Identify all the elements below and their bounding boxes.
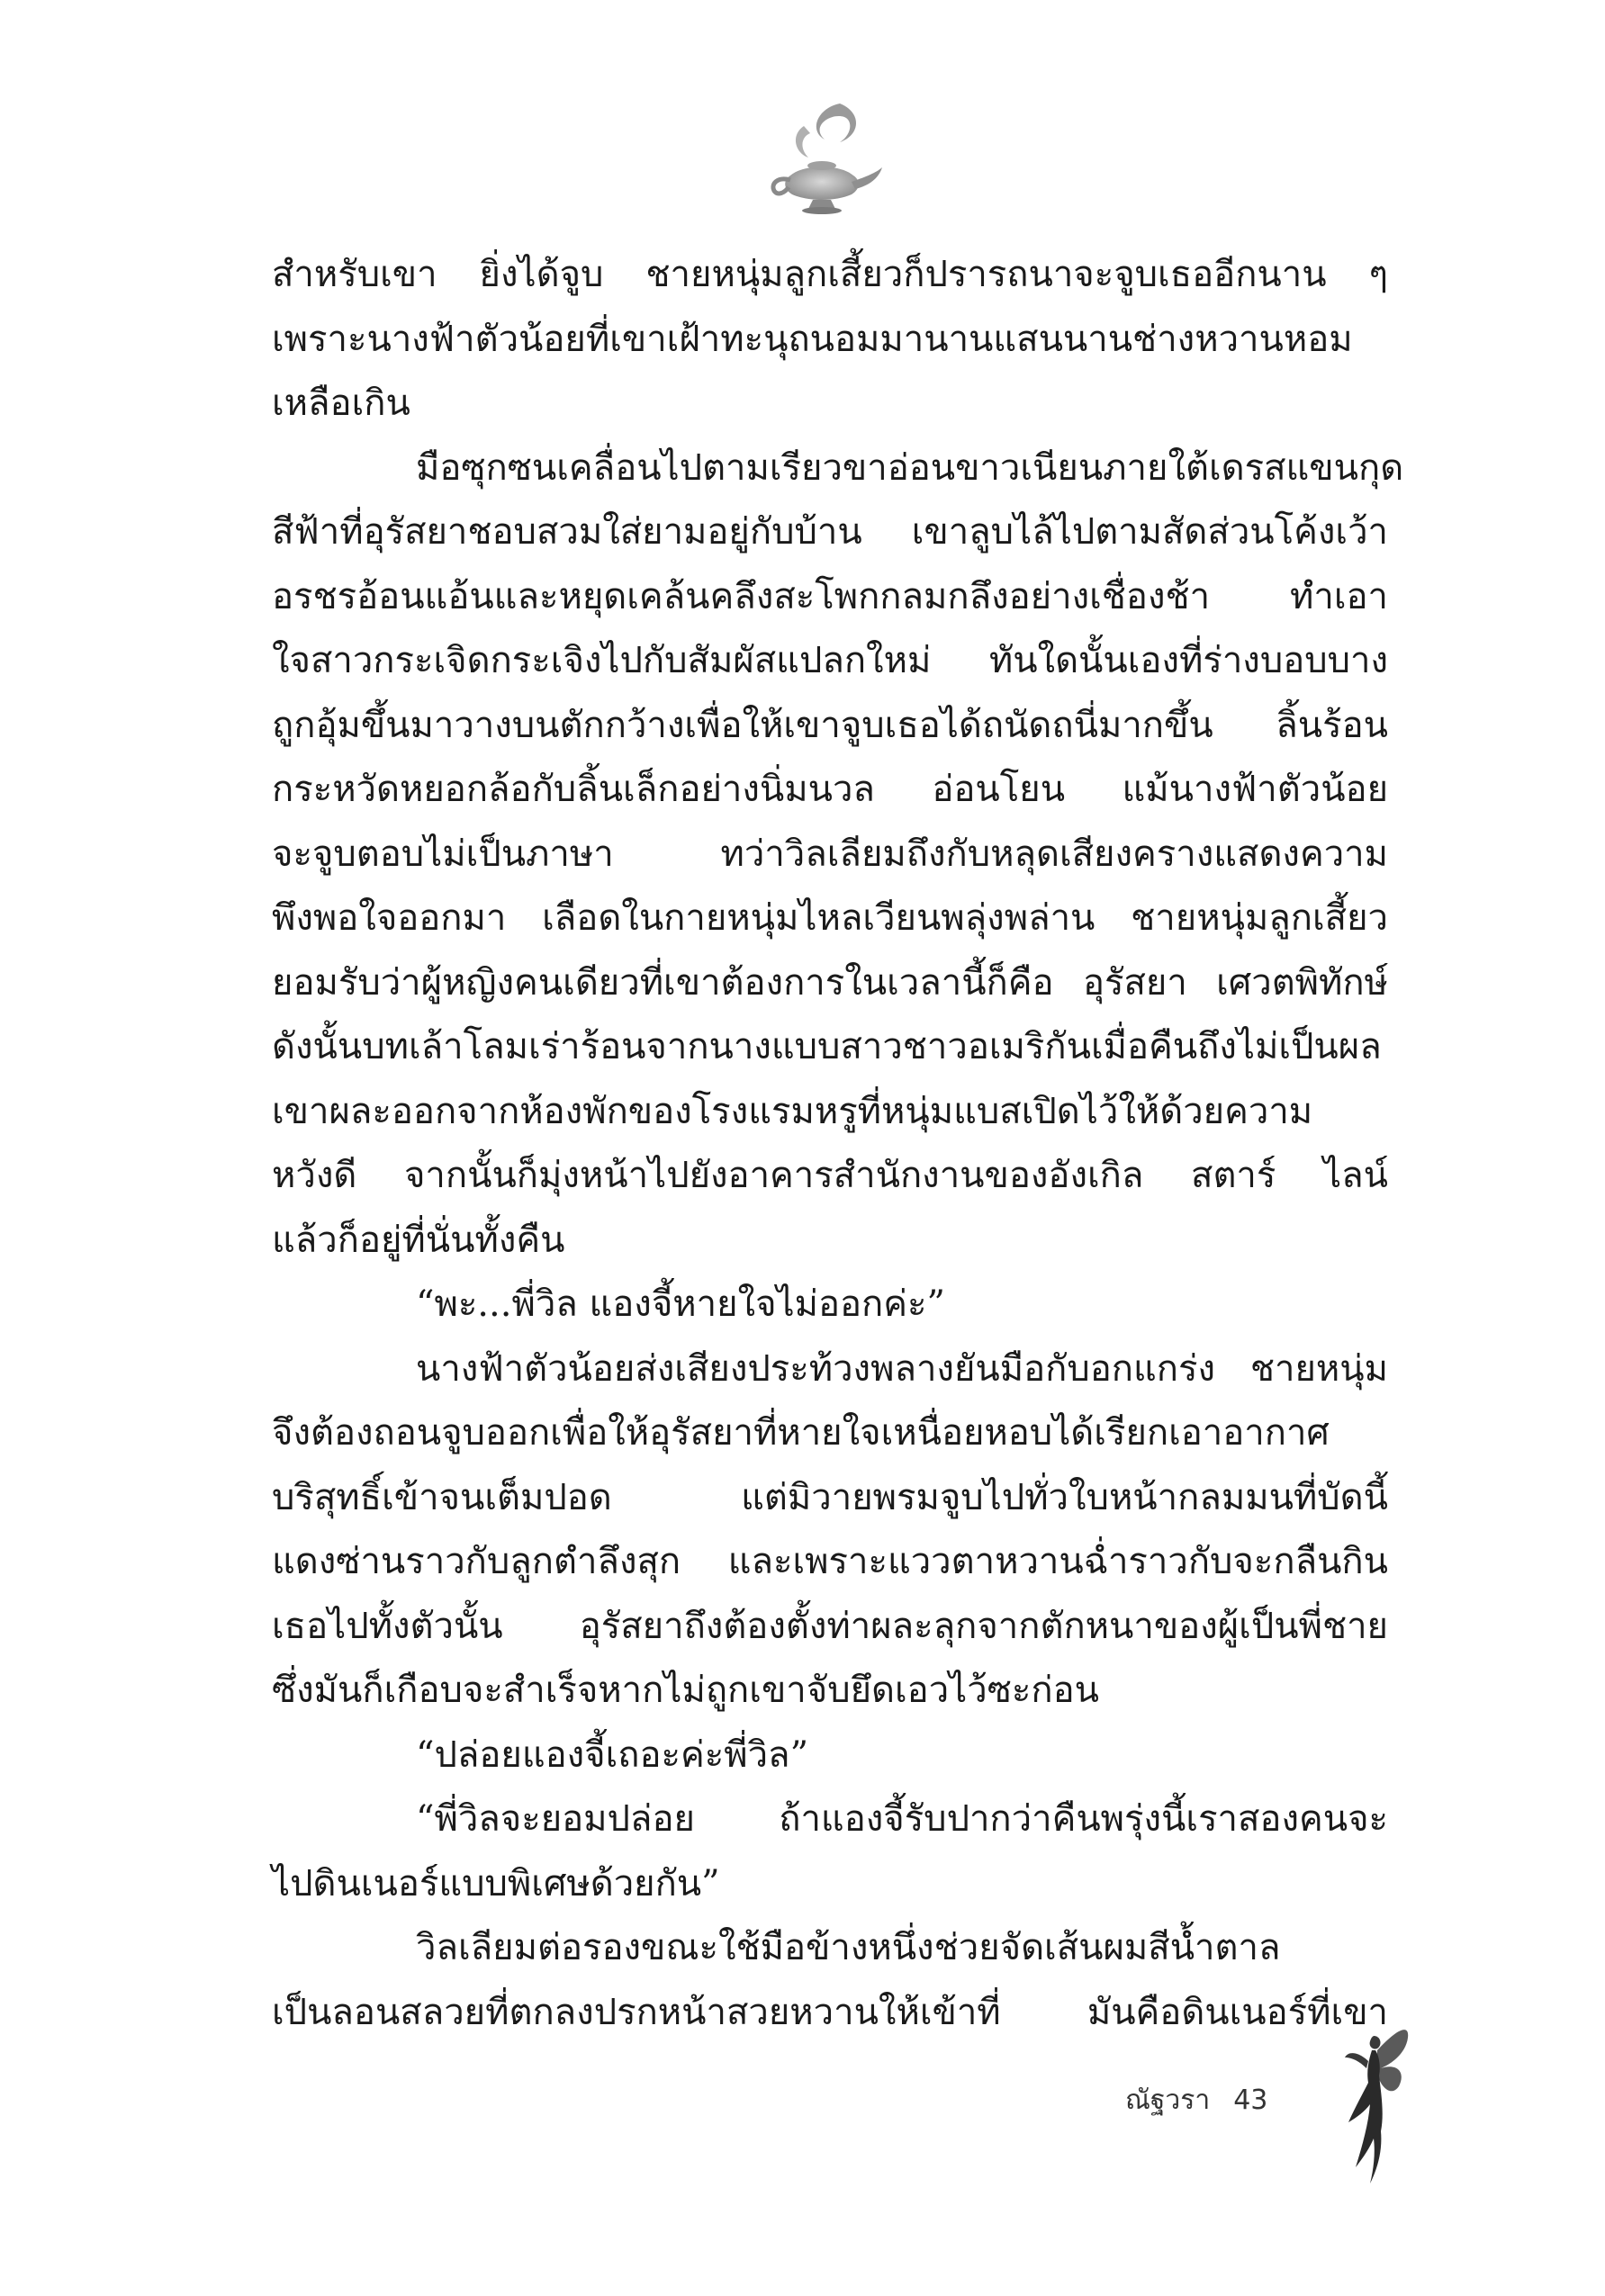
text-line: เธอไปทั้งตัวนั้น อุรัสยาถึงต้องตั้งท่าผละลุกจากตักหนาของผู้เป็นพี่ชาย bbox=[272, 1605, 1388, 1647]
text-line: แดงซ่านราวกับลูกตำลึงสุก และเพราะแววตาหวานฉ่ำราวกับจะกลืนกิน bbox=[272, 1541, 1388, 1582]
text-line: ยอมรับว่าผู้หญิงคนเดียวที่เขาต้องการในเวลานี้ก็คือ อุรัสยา เศวตพิทักษ์ bbox=[272, 961, 1388, 1004]
text-line: เหลือเกิน bbox=[272, 383, 410, 424]
text-line: เพราะนางฟ้าตัวน้อยที่เขาเฝ้าทะนุถนอมมานานแสนนานช่างหวานหอม bbox=[272, 318, 1353, 360]
magic-lamp-icon bbox=[754, 90, 889, 225]
text-line: แล้วก็อยู่ที่นั่นทั้งคืน bbox=[272, 1219, 565, 1261]
text-line: ซึ่งมันก็เกือบจะสำเร็จหากไม่ถูกเขาจับยึดเอวไว้ซะก่อน bbox=[272, 1670, 1099, 1711]
text-line: จะจูบตอบไม่เป็นภาษา ทว่าวิลเลียมถึงกับหลุดเสียงครางแสดงความ bbox=[272, 833, 1388, 875]
text-line: สีฟ้าที่อุรัสยาชอบสวมใส่ยามอยู่กับบ้าน เขาลูบไล้ไปตามสัดส่วนโค้งเว้า bbox=[272, 511, 1388, 553]
text-line: ใจสาวกระเจิดกระเจิงไปกับสัมผัสแปลกใหม่ ทันใดนั้นเองที่ร่างบอบบาง bbox=[272, 640, 1388, 681]
text-line: “พี่วิลจะยอมปล่อย ถ้าแองจี้รับปากว่าคืนพรุ่งนี้เราสองคนจะ bbox=[416, 1798, 1388, 1840]
text-line: อรชรอ้อนแอ้นและหยุดเคล้นคลึงสะโพกกลมกลึงอย่างเชื่องช้า ทำเอา bbox=[272, 575, 1388, 617]
text-line: “พะ...พี่วิล แองจี้หายใจไม่ออกค่ะ” bbox=[416, 1283, 945, 1325]
text-line: สำหรับเขา ยิ่งได้จูบ ชายหนุ่มลูกเสี้ยวก็ปรารถนาจะจูบเธออีกนาน ๆ bbox=[272, 254, 1388, 295]
text-line: วิลเลียมต่อรองขณะใช้มือข้างหนึ่งช่วยจัดเส้นผมสีน้ำตาล bbox=[416, 1927, 1281, 1968]
text-line: กระหวัดหยอกล้อกับลิ้นเล็กอย่างนิ่มนวล อ่อนโยน แม้นางฟ้าตัวน้อย bbox=[272, 769, 1388, 810]
text-line: เป็นลอนสลวยที่ตกลงปรกหน้าสวยหวานให้เข้าที่ มันคือดินเนอร์ที่เขา bbox=[272, 1991, 1388, 2033]
text-line: มือซุกซนเคลื่อนไปตามเรียวขาอ่อนขาวเนียนภายใต้เดรสแขนกุด bbox=[416, 446, 1404, 489]
text-line: หวังดี จากนั้นก็มุ่งหน้าไปยังอาคารสำนักงานของอังเกิล สตาร์ ไลน์ bbox=[272, 1155, 1388, 1196]
text-line: นางฟ้าตัวน้อยส่งเสียงประท้วงพลางยันมือกับอกแกร่ง ชายหนุ่ม bbox=[416, 1347, 1388, 1390]
author-name: ณัฐวรา bbox=[1125, 2084, 1211, 2116]
text-line: ไปดินเนอร์แบบพิเศษด้วยกัน” bbox=[272, 1862, 720, 1904]
text-line: เขาผละออกจากห้องพักของโรงแรมหรูที่หนุ่มแบสเปิดไว้ให้ด้วยความ bbox=[272, 1090, 1313, 1132]
fairy-silhouette-icon bbox=[1321, 2016, 1411, 2187]
text-line: พึงพอใจออกมา เลือดในกายหนุ่มไหลเวียนพลุ่งพล่าน ชายหนุ่มลูกเสี้ยว bbox=[272, 897, 1388, 939]
text-line: จึงต้องถอนจูบออกเพื่อให้อุรัสยาที่หายใจเหนื่อยหอบได้เรียกเอาอากาศ bbox=[272, 1412, 1330, 1454]
text-line: “ปล่อยแองจี้เถอะค่ะพี่วิล” bbox=[416, 1733, 809, 1776]
body-text bbox=[272, 243, 1404, 2045]
text-line: ถูกอุ้มขึ้นมาวางบนตักกว้างเพื่อให้เขาจูบเธอได้ถนัดถนี่มากขึ้น ลิ้นร้อน bbox=[272, 704, 1388, 746]
page-number: 43 bbox=[1233, 2084, 1268, 2116]
page-footer bbox=[1125, 2079, 1267, 2121]
text-line: ดังนั้นบทเล้าโลมเร่าร้อนจากนางแบบสาวชาวอเมริกันเมื่อคืนถึงไม่เป็นผล bbox=[272, 1026, 1382, 1067]
text-line: บริสุทธิ์เข้าจนเต็มปอด แต่มิวายพรมจูบไปทั่วใบหน้ากลมมนที่บัดนี้ bbox=[272, 1476, 1388, 1518]
